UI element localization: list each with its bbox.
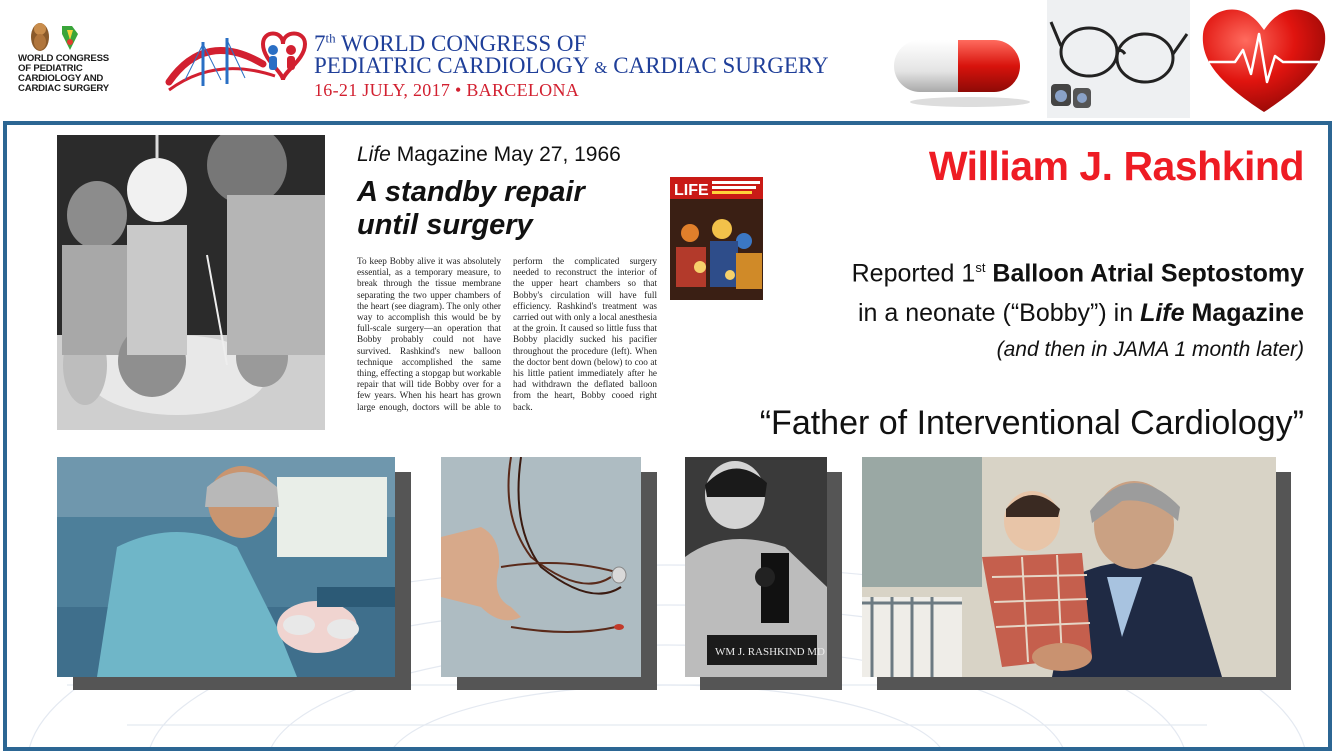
report-block <box>852 248 1304 367</box>
photo-rashkind-catheterization <box>57 457 395 677</box>
congress-title-line1: 7th WORLD CONGRESS OF <box>314 30 587 56</box>
person-name-title: William J. Rashkind <box>928 143 1304 189</box>
wcpccs-logo <box>18 18 128 108</box>
header-banner <box>0 0 1333 120</box>
report-line-1: Reported 1st Balloon Atrial Septostomy <box>851 259 1304 288</box>
article-body-text: To keep Bobby alive it was absolutely essential, as a temporary measure, to break through the tissue membrane separating the two upper chambers of the heart (see diagram). The only other way to accomplish this would be by full-scale surgery—an operation that Bobby probably could not have survived. Rashkind's new balloon technique accomplished the same thing, effecting a stopgap but workable repair that will tide Bobby over for a few years. When his heart has grown large enough, doctors will be able to perform the complicated surgery needed to reconstruct the interior of the upper heart chambers so that Bobby's circulation will have full efficiency. Rashkind's treatment was carried out with only a local anesthesia at the groin. It caused so little fuss that Bobby placidly sucked his pacifier throughout the procedure (left). When the doctor bent down (below) to coo at his little patient immediately after he had withdrawn the deflated balloon from the heart, Bobby cooed right back. <box>357 256 657 412</box>
report-line-2: in a neonate (“Bobby”) in Life Magazine <box>857 299 1304 328</box>
org-name: WORLD CONGRESS OF PEDIATRIC CARDIOLOGY AND CARDIAC SURGERY <box>18 53 110 94</box>
photo-young-rashkind-microscope <box>685 457 827 677</box>
life-logo: LIFE <box>674 182 709 199</box>
photo-surgeons-operating <box>57 135 325 430</box>
congress-title-line2: PEDIATRIC CARDIOLOGY & CARDIAC SURGERY <box>314 53 829 78</box>
report-note: (and then in JAMA 1 month later) <box>996 338 1304 362</box>
photo-rashkind-holding-baby <box>862 457 1276 677</box>
heart-ecg-icon <box>1195 0 1333 118</box>
congress-title <box>314 30 894 79</box>
father-quote: “Father of Interventional Cardiology” <box>759 404 1304 442</box>
article-caption: Life Magazine May 27, 1966 <box>357 143 621 166</box>
photo-balloon-catheter <box>441 457 641 677</box>
pill-capsule-icon <box>890 20 1030 110</box>
article-headline: A standby repair until surgery <box>357 176 585 241</box>
wcpccs-emblem-icon <box>26 20 86 54</box>
congress-dates: 16-21 JULY, 2017 • BARCELONA <box>314 80 580 100</box>
congress-logo-icon <box>165 20 315 100</box>
surgical-loupes-icon <box>1047 0 1190 118</box>
life-magazine-cover <box>670 177 763 300</box>
nameplate-text: WM J. RASHKIND MD <box>715 646 826 658</box>
